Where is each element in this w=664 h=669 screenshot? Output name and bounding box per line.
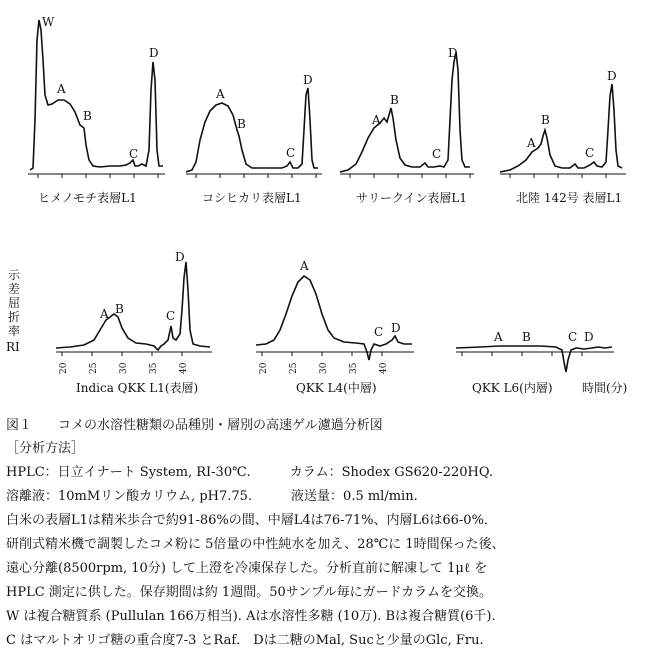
peak-label: A — [100, 307, 109, 321]
caption-title: 図１ コメの水溶性糖類の品種別・層別の高速ゲル濾過分析図 — [6, 418, 383, 433]
panel-label: ヒメノモチ表層L1 — [38, 191, 137, 205]
panel-qkk-l6 — [456, 330, 627, 395]
tick-label: 25 — [89, 362, 99, 374]
peak-label: B — [390, 93, 399, 107]
y-axis-char: 率 — [8, 324, 21, 338]
peak-label: D — [448, 46, 458, 60]
y-axis-label — [8, 268, 22, 338]
peak-label: A — [57, 82, 66, 96]
caption-line: W は複合糖質系 (Pullulan 166万相当). Aは水溶性多糖 (10万). Bは複合糖質(6千). — [6, 609, 496, 624]
peak-label: B — [237, 117, 246, 131]
panel-himenomochi — [28, 15, 165, 205]
peak-label: A — [300, 259, 309, 273]
y-axis-char: 差 — [8, 282, 21, 296]
trace-qkk-l6 — [456, 346, 612, 372]
trace-koshihikari — [186, 88, 318, 172]
peak-label: W — [42, 15, 55, 29]
panel-sarikuin — [340, 46, 474, 205]
caption-line: 研削式精米機で調製したコメ粉に 5倍量の中性純水を加え、28℃に 1時間保った後、 — [6, 537, 505, 552]
panel-label: サリークイン表層L1 — [356, 191, 468, 205]
tick-label: 25 — [289, 362, 299, 374]
axis-ticks-hokuriku — [510, 174, 606, 178]
panel-label: QKK L6(内層) — [472, 381, 553, 395]
peak-label: A — [372, 113, 381, 127]
peak-label: B — [115, 302, 124, 316]
peak-label: C — [585, 146, 595, 160]
panel-hokuriku — [500, 69, 626, 205]
y-axis-char: 示 — [8, 268, 21, 282]
axis-ticks-sarikuin — [350, 174, 470, 178]
peak-label: C — [432, 147, 442, 161]
peak-label: C — [374, 325, 384, 339]
x-axis-label: 時間(分) — [582, 381, 628, 395]
peak-label: D — [149, 46, 159, 60]
tick-label: 30 — [119, 362, 129, 374]
peak-label: B — [83, 109, 92, 123]
axis-ticks-himenomochi — [38, 174, 158, 178]
tick-label: 35 — [349, 362, 359, 374]
tick-label: 40 — [379, 362, 389, 374]
peak-label: A — [494, 330, 503, 344]
caption-method-heading: ［分析方法］ — [6, 441, 85, 456]
axis-ticks-qkk-l1 — [62, 352, 182, 356]
caption-line: 溶離液：10mMリン酸カリウム, pH7.75. 液送量：0.5 ml/min. — [6, 489, 418, 504]
peak-label: D — [391, 321, 401, 335]
trace-himenomochi — [30, 20, 163, 170]
peak-label: B — [522, 330, 531, 344]
peak-label: A — [527, 136, 536, 150]
y-axis-char: 屈 — [8, 296, 21, 310]
panel-qkk-l4 — [256, 259, 414, 395]
axis-ticks-koshihikari — [196, 174, 316, 178]
trace-hokuriku — [500, 84, 622, 172]
panel-label: コシヒカリ表層L1 — [202, 191, 302, 205]
peak-label: C — [568, 330, 578, 344]
peak-label: D — [175, 250, 185, 264]
peak-label: A — [216, 87, 225, 101]
caption-line: HPLC：日立イナート System, RI-30℃. カラム：Shodex GS620-220HQ. — [6, 465, 494, 480]
peak-label: C — [166, 309, 176, 323]
caption-line: 白米の表層L1は精米歩合で約91-86%の間、中層L4は76-71%、内層L6は66-0%． — [6, 513, 497, 528]
panel-qkk-l1 — [56, 250, 212, 395]
peak-label: C — [286, 146, 296, 160]
panel-label: 北陸 142号 表層L1 — [516, 191, 623, 205]
panel-label: Indica QKK L1(表層) — [76, 381, 199, 395]
peak-label: B — [541, 113, 550, 127]
peak-label: D — [584, 330, 594, 344]
y-axis-ri: RI — [6, 340, 20, 354]
peak-label: D — [303, 73, 313, 87]
tick-label: 40 — [179, 362, 189, 374]
peak-label: C — [129, 147, 139, 161]
panel-koshihikari — [186, 73, 322, 205]
peak-label: D — [607, 69, 617, 83]
tick-label: 20 — [59, 362, 69, 374]
y-axis-char: 折 — [8, 310, 21, 324]
axis-ticks-qkk-l4 — [262, 352, 382, 356]
caption-line: HPLC 測定に供した。保存期間は約 1週間。50サンプル毎にガードカラムを交換。 — [6, 585, 493, 600]
tick-label: 30 — [319, 362, 329, 374]
trace-sarikuin — [340, 52, 470, 172]
caption-line: C はマルトオリゴ糖の重合度7-3 とRaf． Dは二糖のMal, Sucと少量のGlc, Fru. — [6, 633, 484, 648]
panel-label: QKK L4(中層) — [296, 381, 377, 395]
axis-ticks-qkk-l6 — [462, 352, 582, 356]
tick-label: 20 — [259, 362, 269, 374]
trace-qkk-l1 — [56, 262, 210, 350]
trace-qkk-l4 — [256, 276, 412, 360]
tick-label: 35 — [149, 362, 159, 374]
caption-line: 遠心分離(8500rpm, 10分) して上澄を冷凍保存した。分析直前に解凍して 1μℓ を — [6, 561, 488, 576]
